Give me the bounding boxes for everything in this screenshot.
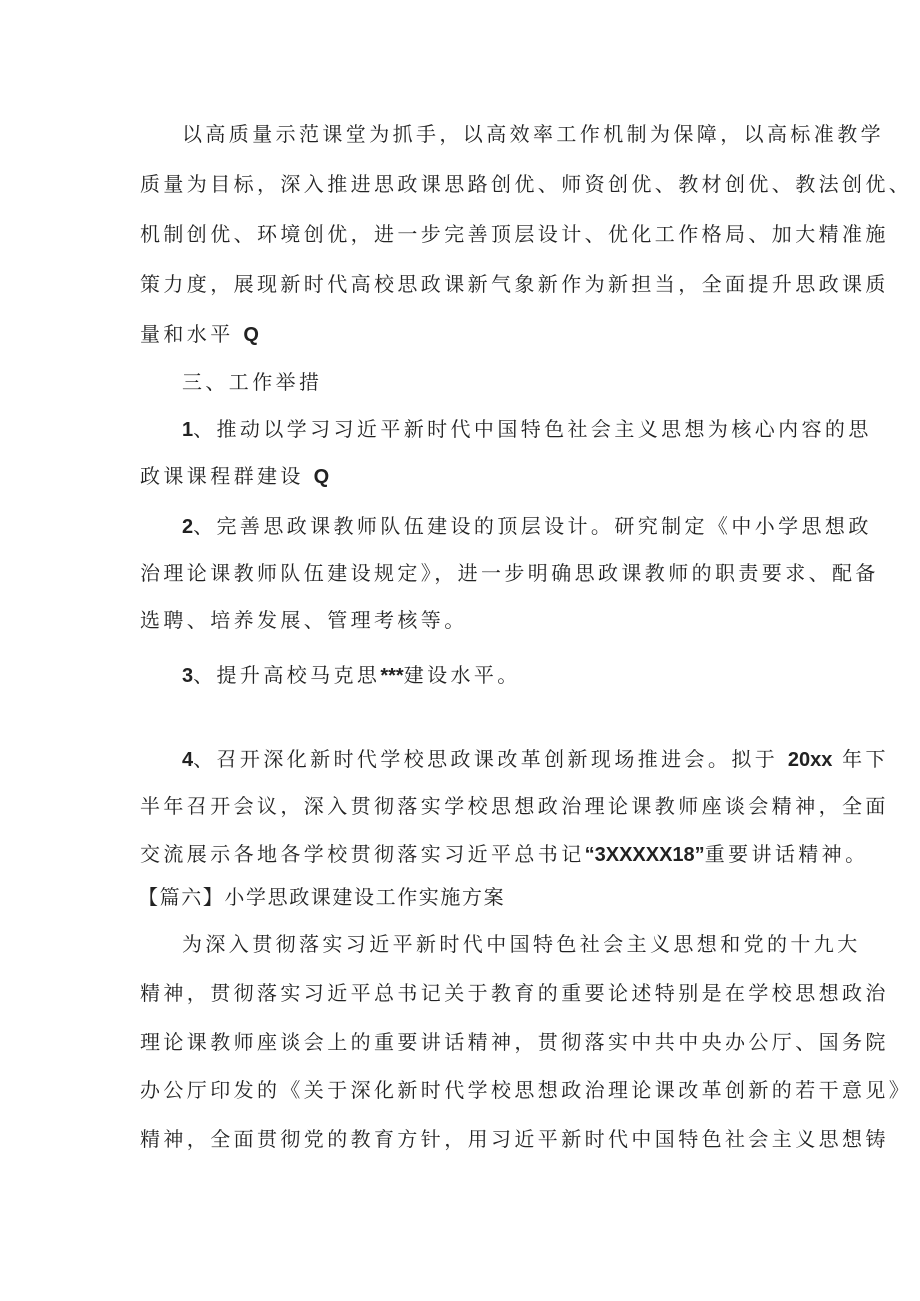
item-3-number: 3 — [182, 665, 194, 687]
item-4-line-1-before: 、召开深化新时代学校思政课改革创新现场推进会。拟于 — [193, 747, 788, 771]
chapter-title: 【篇六】小学思政课建设工作实施方案 — [138, 885, 506, 909]
paragraph-1-line-4: 策力度，展现新时代高校思政课新气象新作为新担当，全面提升思政课质 — [140, 272, 889, 296]
item-4-quote: “3XXXXX18” — [584, 844, 705, 866]
paragraph-2-line-5: 精神，全面贯彻党的教育方针，用习近平新时代中国特色社会主义思想铸 — [140, 1127, 889, 1151]
paragraph-1-line-2: 质量为目标，深入推进思政课思路创优、师资创优、教材创优、教法创优、 — [140, 172, 913, 196]
paragraph-2-line-4: 办公厅印发的《关于深化新时代学校思想政治理论课改革创新的若干意见》 — [140, 1078, 913, 1102]
item-3-text-after: 建设水平。 — [403, 663, 521, 687]
item-4-line-1 — [182, 747, 889, 772]
item-4-line-1-after: 年下 — [832, 747, 889, 771]
item-2-line-1-text: 、完善思政课教师队伍建设的顶层设计。研究制定《中小学思想政 — [193, 514, 872, 538]
item-3-masked-text: *** — [380, 665, 404, 687]
section-heading: 三、工作举措 — [182, 370, 323, 394]
item-1-line-2 — [140, 464, 329, 489]
paragraph-2-line-2: 精神，贯彻落实习近平总书记关于教育的重要论述特别是在学校思想政治 — [140, 981, 889, 1005]
item-4-line-2: 半年召开会议，深入贯彻落实学校思想政治理论课教师座谈会精神，全面 — [140, 794, 889, 818]
item-4-number: 4 — [182, 749, 194, 771]
paragraph-1-line-1: 以高质量示范课堂为抓手，以高效率工作机制为保障，以高标准教学 — [182, 122, 884, 146]
paragraph-1-line-5-text: 量和水平 — [140, 322, 234, 346]
paragraph-2-line-1: 为深入贯彻落实习近平新时代中国特色社会主义思想和党的十九大 — [182, 932, 861, 956]
item-4-year: 20xx — [787, 749, 833, 771]
item-2-number: 2 — [182, 516, 194, 538]
item-2-line-1 — [182, 514, 872, 539]
item-2-line-3: 选聘、培养发展、管理考核等。 — [140, 608, 468, 632]
item-1-line-1-text: 、推动以学习习近平新时代中国特色社会主义思想为核心内容的思 — [193, 417, 872, 441]
item-3-text-before: 、提升高校马克思 — [193, 663, 381, 687]
item-1-number: 1 — [182, 419, 194, 441]
item-1-line-2-text: 政课课程群建设 — [140, 464, 304, 488]
paragraph-1-line-3: 机制创优、环境创优，进一步完善顶层设计、优化工作格局、加大精准施 — [140, 222, 889, 246]
paragraph-2-line-3: 理论课教师座谈会上的重要讲话精神，贯彻落实中共中央办公厅、国务院 — [140, 1030, 889, 1054]
item-4-line-3 — [140, 842, 869, 867]
item-2-line-2: 治理论课教师队伍建设规定》，进一步明确思政课教师的职责要求、配备 — [140, 561, 879, 585]
paragraph-1-line-5 — [140, 322, 259, 347]
item-1-trailing-mark: Q — [313, 466, 330, 488]
item-4-line-3-after: 重要讲话精神。 — [704, 842, 869, 866]
item-4-line-3-before: 交流展示各地各学校贯彻落实习近平总书记 — [140, 842, 585, 866]
item-1-line-1 — [182, 417, 872, 442]
paragraph-1-trailing-mark: Q — [243, 324, 259, 346]
item-3-line — [182, 663, 521, 688]
